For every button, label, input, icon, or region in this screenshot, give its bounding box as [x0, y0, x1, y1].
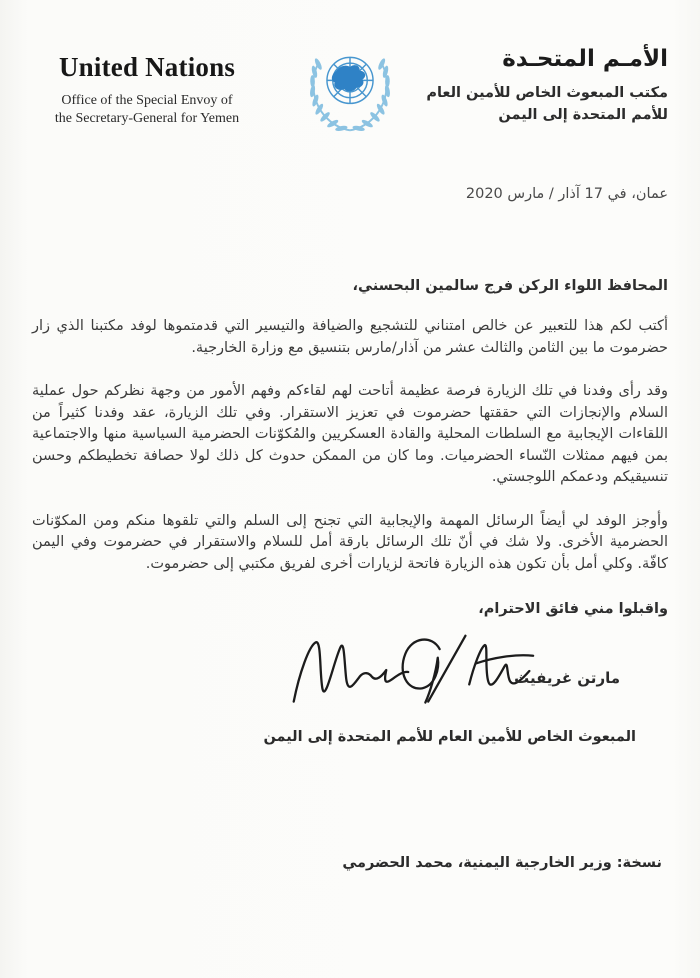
signer-name: مارتن غريفيث: [514, 669, 620, 687]
org-name-english: United Nations: [58, 52, 236, 82]
letterhead: [0, 40, 700, 142]
cc-line: نسخة: وزير الخارجية اليمنية، محمد الحضرمي: [342, 855, 662, 871]
un-emblem-icon: [302, 42, 398, 142]
closing-line: واقبلوا مني فائق الاحترام،: [478, 601, 668, 617]
letterhead-arabic-block: [398, 46, 668, 127]
office-name-english: [32, 92, 262, 128]
letterhead-english-block: [32, 52, 262, 128]
office-name-english-line1: Office of the Special Envoy of: [61, 93, 233, 108]
letter-body: [0, 186, 700, 617]
handwritten-signature-icon: [288, 629, 536, 719]
body-paragraph-2: وقد رأى وفدنا في تلك الزيارة فرصة عظيمة أتاحت لهم لقاءكم وفهم الأمور من وجهة نظركم حول عملية السلام والإنجازات التي حققتها حضرموت في تعزيز الاستقرار. وفي تلك الزيارة، عقد وفدنا كثيراً من اللقاءات الإيجابية مع السلطات المحلية والقادة العسكريين والمُكوّنات الحضرمية السياسية منها والاجتماعية بمن فيهم ممثلات النّساء الحضرميات. وما كان من الممكن حدوث كل ذلك لولا حصافة تخطيطكم وحسن تنسيقيكم ودعمكم اللوجستي.: [32, 383, 668, 485]
body-paragraph-1: أكتب لكم هذا للتعبير عن خالص امتناني للتشجيع والضيافة والتيسير التي قدمتموها لوفد مكتبنا الذي زار حضرموت ما بين الثامن والثالث عشر من آذار/مارس بتنسيق مع وزارة الخارجية.: [32, 318, 668, 356]
date-line: عمان، في 17 آذار / مارس 2020: [465, 186, 668, 202]
office-name-english-line2: the Secretary-General for Yemen: [54, 111, 240, 127]
office-name-arabic: [398, 82, 668, 127]
salutation: المحافظ اللواء الركن فرج سالمين البحسني،: [352, 278, 668, 294]
body-paragraph-3: وأوجز الوفد لي أيضاً الرسائل المهمة والإيجابية التي تجنح إلى السلم والتي تلقوها منكم ومن المكوّنات الحضرمية الأخرى. ولا شك في أنّ تلك الرسائل بارقة أمل للسلام والاستقرار في حضرموت وفي اليمن كافّة. وكلي أمل بأن تكون هذه الزيارة فاتحة لزيارات أخرى لفريق مكتبي إلى حضرموت.: [32, 512, 668, 572]
signer-title: المبعوث الخاص للأمين العام للأمم المتحدة إلى اليمن: [263, 729, 636, 745]
org-name-arabic: الأمـم المتحـدة: [502, 46, 668, 72]
office-name-arabic-line1: مكتب المبعوث الخاص للأمين العام: [426, 85, 668, 101]
signature-block: [0, 625, 700, 729]
office-name-arabic-line2: للأمم المتحدة إلى اليمن: [498, 107, 668, 124]
